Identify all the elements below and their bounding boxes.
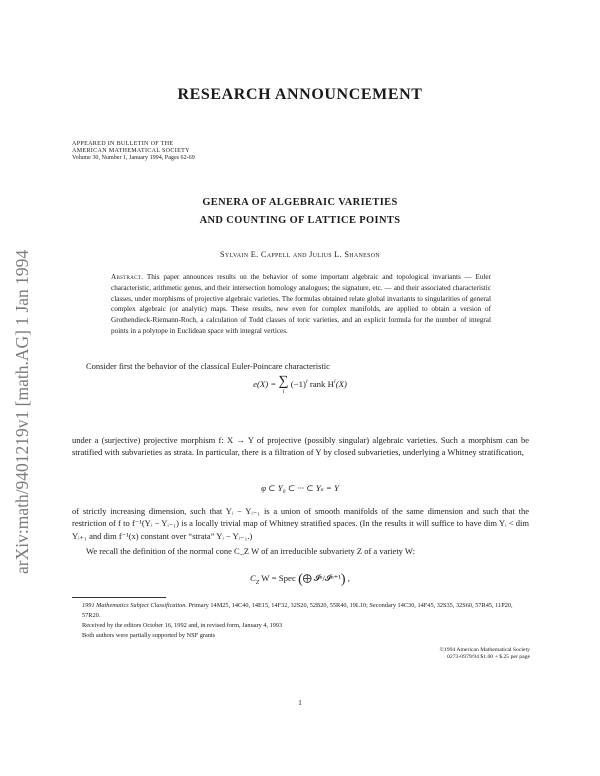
footnote-support: Both authors were partially supported by NSF grants bbox=[82, 632, 216, 639]
eq1-sign: (−1) bbox=[290, 379, 306, 389]
footnote-msc-text: Primary 14M25, 14C40, 14E15, 14F32, 32S20, 52B20, 55R40, 19L10; Secondary 14C30, 14F45, 32S35, 32S60, 57R45, 11P20, 57R20. bbox=[82, 602, 513, 619]
eq1-sum: ∑ bbox=[278, 374, 289, 389]
eq3-lhs-rest: W = Spec bbox=[261, 573, 296, 583]
paragraph-4: We recall the definition of the normal cone C_Z W of an irreducible subvariety Z of a variety W: bbox=[86, 546, 415, 556]
equation-normal-cone: $C_Z$ W = Spec (⨁ 𝓘ⁿ/𝓘ⁿ⁺¹) , bbox=[250, 572, 350, 587]
paragraph-1: Consider first the behavior of the classical Euler-Poincare characteristic bbox=[86, 361, 330, 371]
footnote-msc bbox=[72, 601, 532, 621]
abstract-text: This paper announces results on the behavior of some important algebraic and topological invariants — Euler characteristic, arithmetic genus, and their intersection homology analogues; the signature, etc. — and their associated characteristic classes, under morphisms of projective algebraic varieties. The formulas obtained relate global invariants to singularities of general complex algebraic (or analytic) maps. These results, new even for complex manifolds, are applied to obtain a version of Grothendieck-Riemann-Roch, a calculation of Todd classes of toric varieties, and an explicit formula for the number of integral points in a polytope in Euclidean space with integral vertices. bbox=[111, 273, 491, 335]
footnotes bbox=[72, 601, 532, 641]
footnote-received: Received by the editors October 16, 1992 and, in revised form, January 4, 1993 bbox=[82, 622, 283, 629]
eq1-sum-index: i bbox=[282, 389, 285, 395]
title-line-2: AND COUNTING OF LATTICE POINTS bbox=[199, 215, 401, 226]
footnote-rule bbox=[72, 597, 166, 598]
journal-info bbox=[72, 141, 195, 161]
announcement-heading: RESEARCH ANNOUNCEMENT bbox=[177, 86, 423, 103]
journal-line-3: Volume 30, Number 1, January 1994, Pages 62-69 bbox=[72, 154, 195, 161]
eq3-lhs-sub: Z bbox=[255, 579, 260, 586]
copyright-line-2: 0273-0979/94 $1.00 + $.25 per page bbox=[447, 654, 530, 660]
abstract-label: Abstract. bbox=[111, 273, 144, 281]
equation-euler bbox=[0, 376, 600, 397]
arxiv-stamp-text: arXiv:math/9401219v1 [math.AG] 1 Jan 1994 bbox=[12, 249, 32, 574]
eq1-sign-exp: i bbox=[305, 379, 308, 386]
footnote-msc-label: 1991 Mathematics Subject Classification. bbox=[82, 602, 187, 609]
eq3-inner: ⨁ 𝓘ⁿ/𝓘ⁿ⁺¹ bbox=[302, 573, 341, 583]
journal-line-1: APPEARED IN BULLETIN OF THE bbox=[72, 141, 174, 147]
eq1-arg: (X) bbox=[335, 379, 347, 389]
copyright bbox=[380, 647, 530, 661]
paragraph-3: of strictly increasing dimension, such that Yᵢ − Yᵢ₋₁ is a union of smooth manifolds of the same dimension and such that the restriction of f to f⁻¹(Yᵢ − Yᵢ₋₁) is a locally trivial map of Whitney stratified spaces. (In the results it will suffice to have dim Yᵢ < dim Yᵢ₊₁ and dim f⁻¹(x) constant over “strata” Yᵢ − Yᵢ₋₁.) bbox=[72, 506, 529, 541]
eq1-rank: rank H bbox=[309, 379, 335, 389]
eq1-lhs: e(X) = bbox=[253, 379, 277, 389]
paper-title bbox=[0, 194, 600, 230]
eq3-trail: , bbox=[347, 573, 350, 583]
eq3-lhs: C bbox=[250, 573, 256, 583]
equation-filtration: φ ⊂ Y₀ ⊂ ··· ⊂ Yₛ = Y bbox=[261, 483, 339, 493]
abstract bbox=[111, 272, 491, 337]
paragraph-2: under a (surjective) projective morphism f: X → Y of projective (possibly singular) algebraic varieties. Such a morphism can be stratified with subvarieties as strata. In particular, there is a filtration of Y by closed subvarieties, underlying a Whitney stratification, bbox=[72, 435, 529, 458]
eq1-rank-exp: i bbox=[334, 379, 336, 386]
page-number: 1 bbox=[298, 698, 302, 707]
title-line-1: GENERA OF ALGEBRAIC VARIETIES bbox=[202, 197, 398, 208]
journal-line-2: AMERICAN MATHEMATICAL SOCIETY bbox=[72, 147, 190, 154]
copyright-line-1: ©1994 American Mathematical Society bbox=[439, 647, 530, 653]
authors: Sylvain E. Cappell and Julius L. Shaneson bbox=[219, 250, 381, 259]
